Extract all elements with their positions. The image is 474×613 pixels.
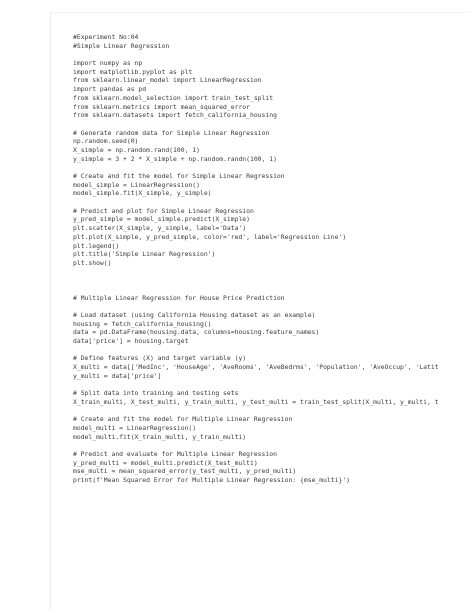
code-line: model_multi.fit(X_train_multi, y_train_multi)	[73, 432, 247, 441]
code-line	[73, 346, 471, 355]
code-line	[73, 285, 471, 294]
code-line: plt.scatter(X_simple, y_simple, label='Data')	[73, 224, 247, 233]
code-line: model_multi = LinearRegression()	[73, 423, 197, 432]
code-line: from sklearn.datasets import fetch_california_housing	[73, 111, 277, 120]
code-line: X_multi = data[['MedInc', 'HouseAge', 'AveRooms', 'AveBedrms', 'Population', 'AveOccup', 'Latit	[73, 363, 439, 372]
code-line: data = pd.DataFrame(housing.data, columns=housing.feature_names)	[73, 328, 320, 337]
code-line	[73, 381, 471, 390]
code-line: plt.plot(X_simple, y_pred_simple, color='red', label='Regression Line')	[73, 232, 347, 241]
code-line: # Predict and evaluate for Multiple Linear Regression	[73, 450, 277, 458]
code-line: # Multiple Linear Regression for House Price Prediction	[73, 293, 285, 302]
code-line: y_pred_multi = model_multi.predict(X_test_multi)	[73, 458, 258, 467]
code-line	[73, 407, 471, 416]
code-line	[73, 163, 471, 172]
code-line: # Split data into training and testing sets	[73, 389, 239, 398]
code-line	[73, 441, 471, 450]
code-line: data['price'] = housing.target	[73, 337, 189, 346]
code-line: model_simple = LinearRegression()	[73, 180, 200, 189]
code-line: plt.legend()	[73, 241, 120, 250]
code-line	[73, 50, 471, 59]
code-line: #Experiment No:04	[73, 33, 139, 41]
code-line: X_simple = np.random.rand(100, 1)	[73, 145, 200, 154]
code-line: np.random.seed(0)	[73, 137, 139, 146]
code-line: # Load dataset (using California Housing dataset as an example)	[73, 311, 316, 319]
code-line: y_pred_simple = model_simple.predict(X_simple)	[73, 215, 250, 224]
code-line	[73, 276, 471, 285]
code-line	[73, 120, 471, 129]
code-line: # Define features (X) and target variable (y)	[73, 354, 247, 363]
code-line: plt.show()	[73, 258, 112, 267]
code-block	[73, 33, 471, 485]
code-line: # Predict and plot for Simple Linear Regression	[73, 206, 254, 215]
code-line	[73, 268, 471, 277]
code-line: from sklearn.model_selection import train_test_split	[73, 93, 274, 102]
code-line: #Simple Linear Regression	[73, 41, 170, 50]
code-line: from sklearn.linear_model import LinearRegression	[73, 76, 262, 85]
code-line: mse_multi = mean_squared_error(y_test_multi, y_pred_multi)	[73, 467, 297, 476]
code-line: print(f'Mean Squared Error for Multiple Linear Regression: {mse_multi}')	[73, 476, 351, 485]
code-line	[73, 198, 471, 207]
code-line: # Create and fit the model for Multiple Linear Regression	[73, 415, 293, 424]
code-line: import pandas as pd	[73, 85, 147, 94]
code-line: y_multi = data['price']	[73, 371, 162, 380]
code-line: import matplotlib.pyplot as plt	[73, 67, 193, 76]
code-line: y_simple = 3 + 2 * X_simple + np.random.randn(100, 1)	[73, 154, 277, 163]
code-line: import numpy as np	[73, 59, 143, 68]
code-line: X_train_multi, X_test_multi, y_train_multi, y_test_multi = train_test_split(X_multi, y_multi, t	[73, 397, 439, 406]
code-line: plt.title('Simple Linear Regression')	[73, 250, 216, 259]
code-line: from sklearn.metrics import mean_squared_error	[73, 102, 250, 111]
code-line: housing = fetch_california_housing()	[73, 319, 212, 328]
code-line: # Generate random data for Simple Linear Regression	[73, 128, 270, 137]
code-line: model_simple.fit(X_simple, y_simple)	[73, 189, 212, 198]
code-line: # Create and fit the model for Simple Linear Regression	[73, 172, 285, 180]
code-line	[73, 302, 471, 311]
